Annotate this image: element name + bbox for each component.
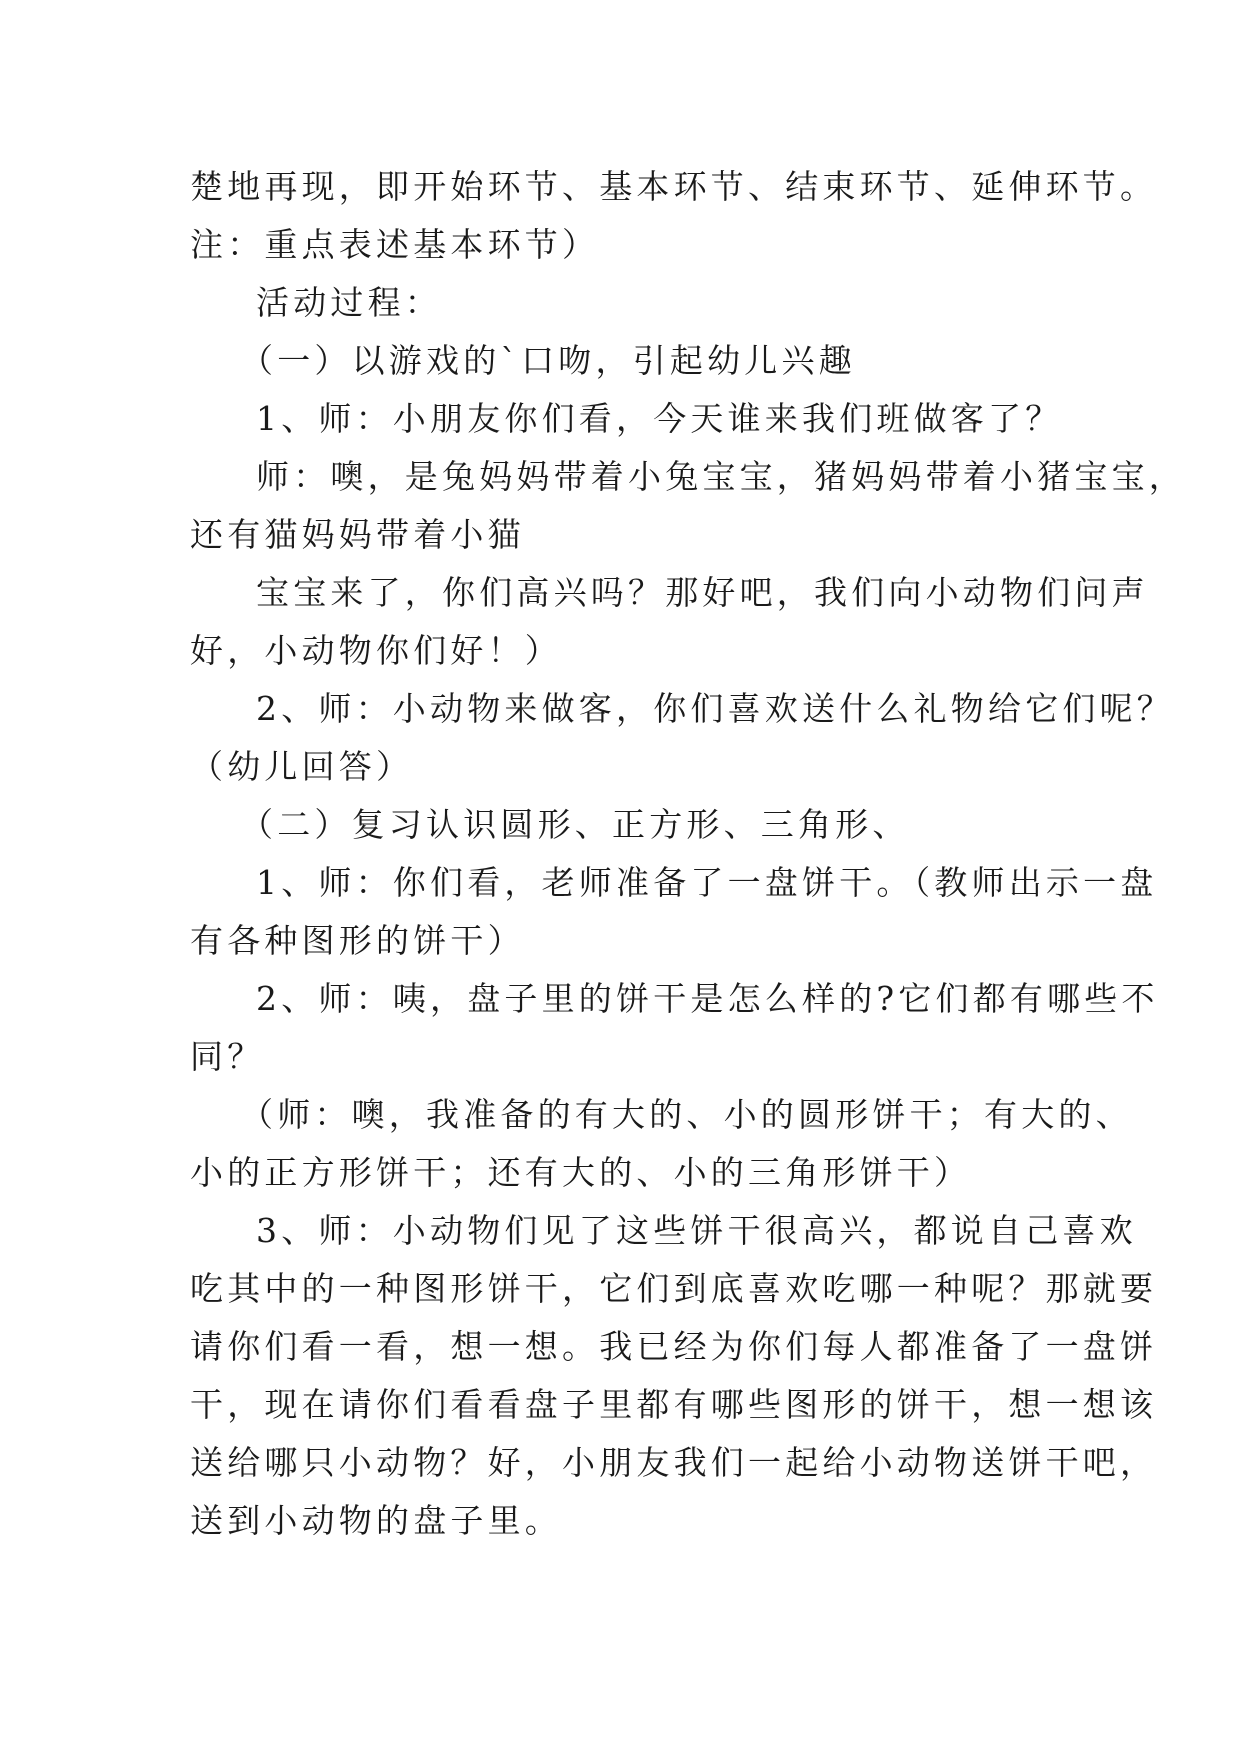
paragraph-line: 1、师：你们看，老师准备了一盘饼干。（教师出示一盘 [256,863,1158,902]
section-heading: 活动过程： [256,283,442,322]
paragraph-line: 好，小动物你们好！） [190,631,562,670]
paragraph-line: 送到小动物的盘子里。 [190,1501,562,1540]
section-heading: （二）复习认识圆形、正方形、三角形、 [240,805,910,844]
paragraph-line: 吃其中的一种图形饼干，它们到底喜欢吃哪一种呢？那就要 [190,1269,1158,1308]
paragraph-line: 请你们看一看，想一想。我已经为你们每人都准备了一盘饼 [190,1327,1158,1366]
paragraph-line: 同？ [190,1037,265,1076]
paragraph-line: 楚地再现，即开始环节、基本环节、结束环节、延伸环节。 [190,167,1158,206]
paragraph-line: （师：噢，我准备的有大的、小的圆形饼干；有大的、 [240,1095,1133,1134]
paragraph-line: 小的正方形饼干；还有大的、小的三角形饼干） [190,1153,972,1192]
document-body [190,158,1186,1550]
paragraph-line: 1、师：小朋友你们看，今天谁来我们班做客了？ [256,399,1063,438]
paragraph-line: 宝宝来了，你们高兴吗？那好吧，我们向小动物们问声 [256,573,1149,612]
paragraph-line: 师：噢，是兔妈妈带着小兔宝宝，猪妈妈带着小猪宝宝， [256,457,1186,496]
paragraph-line: 3、师：小动物们见了这些饼干很高兴，都说自己喜欢 [256,1211,1137,1250]
paragraph-line: 注：重点表述基本环节） [190,225,600,264]
paragraph-line: 干，现在请你们看看盘子里都有哪些图形的饼干，想一想该 [190,1385,1158,1424]
paragraph-line: 送给哪只小动物？好，小朋友我们一起给小动物送饼干吧， [190,1443,1158,1482]
paragraph-line: 2、师：小动物来做客，你们喜欢送什么礼物给它们呢？ [256,689,1174,728]
section-heading: （一）以游戏的`口吻，引起幼儿兴趣 [240,341,856,380]
paragraph-line: 2、师：咦，盘子里的饼干是怎么样的?它们都有哪些不 [256,979,1159,1018]
paragraph-line: （幼儿回答） [190,747,414,786]
paragraph-line: 还有猫妈妈带着小猫 [190,515,525,554]
paragraph-line: 有各种图形的饼干） [190,921,525,960]
